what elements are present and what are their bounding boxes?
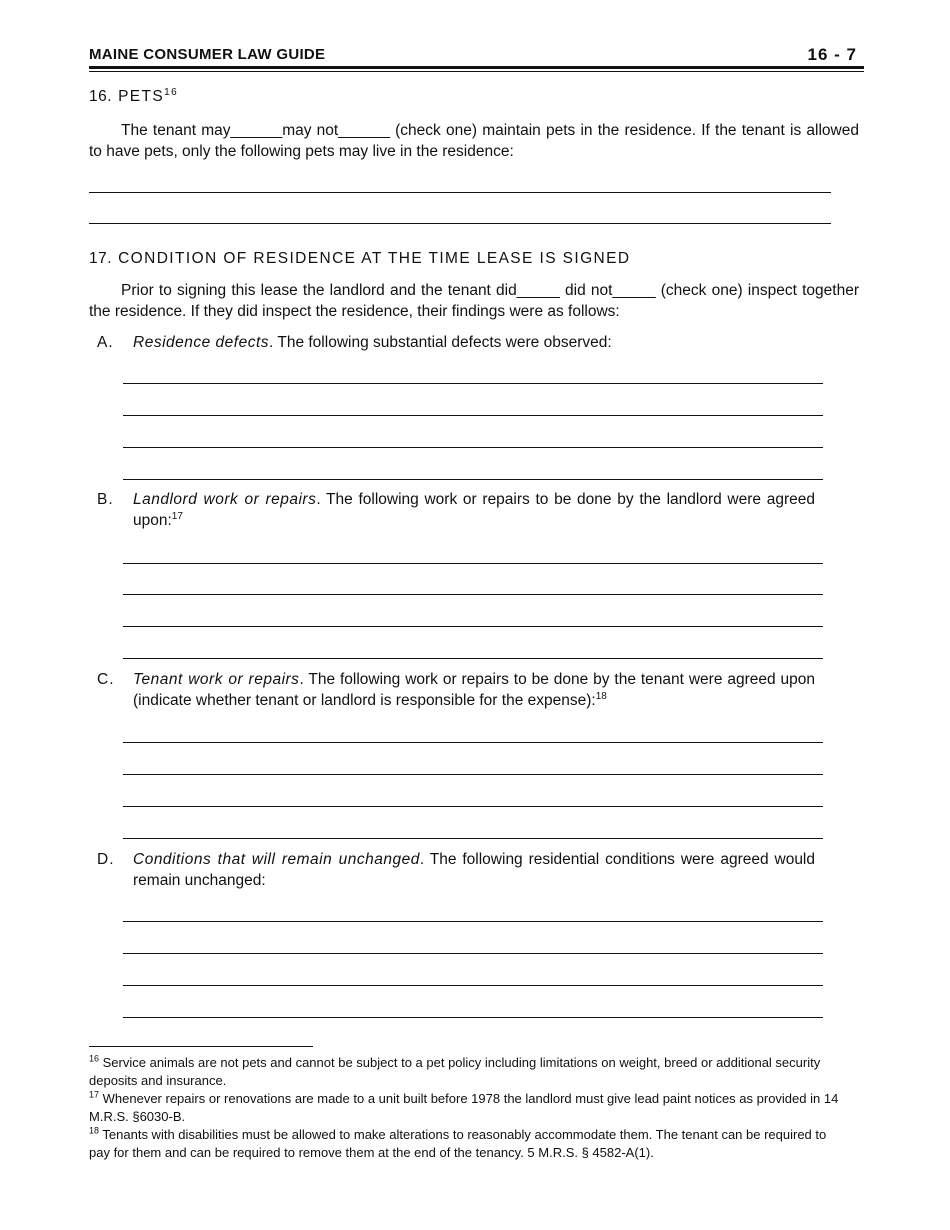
item-heading: Landlord work or repairs xyxy=(133,491,317,508)
item-letter: D. xyxy=(97,851,115,868)
unchanged-conditions-fill-line[interactable] xyxy=(123,953,823,954)
landlord-repairs-fill-line[interactable] xyxy=(123,594,823,595)
item-letter: A. xyxy=(97,334,114,351)
landlord-repairs-fill-line[interactable] xyxy=(123,658,823,659)
item-text: . The following work or repairs to be done by the landlord were agreed upon: xyxy=(133,491,815,529)
unchanged-conditions-fill-line[interactable] xyxy=(123,985,823,986)
header-rule-thin xyxy=(89,71,864,72)
landlord-repairs-fill-line[interactable] xyxy=(123,626,823,627)
section-16-title: PETS xyxy=(118,88,165,105)
tenant-repairs-fill-line[interactable] xyxy=(123,838,823,839)
page-number: 16 - 7 xyxy=(807,45,857,64)
unchanged-conditions-fill-line[interactable] xyxy=(123,1017,823,1018)
pets-fill-line[interactable] xyxy=(89,223,831,224)
running-header-title: MAINE CONSUMER LAW GUIDE xyxy=(89,46,326,63)
defects-fill-line[interactable] xyxy=(123,383,823,384)
tenant-repairs-fill-line[interactable] xyxy=(123,806,823,807)
section-17-text: Prior to signing this lease the landlord and the tenant did_____ did not_____ (check one) inspect together the residence. If they did inspect the residence, their findings were as follows: xyxy=(89,282,859,320)
defects-fill-line[interactable] xyxy=(123,479,823,480)
section-16-body xyxy=(89,120,859,162)
footnote-number: 16 xyxy=(89,1053,100,1064)
footnote-18 xyxy=(89,1126,839,1162)
item-c xyxy=(97,669,815,711)
footnote-text: Tenants with disabilities must be allowed to make alterations to reasonably accommodate them. The tenant can be required to pay for them and can be required to remove them at the end of the tenancy. 5 M.R.S. § 4582-A(1). xyxy=(89,1127,827,1160)
item-b xyxy=(97,489,815,531)
tenant-repairs-fill-line[interactable] xyxy=(123,742,823,743)
footnote-text: Whenever repairs or renovations are made to a unit built before 1978 the landlord must give lead paint notices as provided in 14 M.R.S. §6030-B. xyxy=(89,1091,839,1124)
tenant-repairs-fill-line[interactable] xyxy=(123,774,823,775)
header-rule-thick xyxy=(89,66,864,69)
section-17-heading xyxy=(89,250,630,268)
footnote-ref-18: 18 xyxy=(595,690,607,702)
footnote-separator xyxy=(89,1046,313,1047)
section-17-title: CONDITION OF RESIDENCE AT THE TIME LEASE IS SIGNED xyxy=(118,250,631,267)
item-heading: Residence defects xyxy=(133,334,270,351)
footnote-text: Service animals are not pets and cannot be subject to a pet policy including limitations on weight, breed or additional security deposits and insurance. xyxy=(89,1055,821,1088)
item-a xyxy=(97,332,815,353)
item-text: . The following substantial defects were observed: xyxy=(269,334,612,351)
section-16-number: 16. xyxy=(89,88,113,105)
item-text: . The following residential conditions were agreed would remain unchanged: xyxy=(133,851,816,889)
section-16-heading xyxy=(89,88,178,106)
landlord-repairs-fill-line[interactable] xyxy=(123,563,823,564)
footnote-number: 18 xyxy=(89,1125,100,1136)
item-heading: Conditions that will remain unchanged xyxy=(133,851,420,868)
section-17-number: 17. xyxy=(89,250,113,267)
item-heading: Tenant work or repairs xyxy=(133,671,300,688)
unchanged-conditions-fill-line[interactable] xyxy=(123,921,823,922)
footnote-ref-17: 17 xyxy=(171,510,183,522)
defects-fill-line[interactable] xyxy=(123,447,823,448)
pets-fill-line[interactable] xyxy=(89,192,831,193)
defects-fill-line[interactable] xyxy=(123,415,823,416)
item-letter: C. xyxy=(97,671,115,688)
section-16-text: The tenant may______may not______ (check one) maintain pets in the residence. If the tenant is allowed to have pets, only the following pets may live in the residence: xyxy=(89,122,859,160)
item-d xyxy=(97,849,815,891)
section-17-body xyxy=(89,280,859,322)
footnote-16 xyxy=(89,1054,839,1090)
item-letter: B. xyxy=(97,491,114,508)
item-text: . The following work or repairs to be done by the tenant were agreed upon (indicate whether tenant or landlord is responsible for the expense): xyxy=(133,671,815,709)
footnote-17 xyxy=(89,1090,839,1126)
footnote-ref-16: 16 xyxy=(164,86,179,98)
footnote-number: 17 xyxy=(89,1089,100,1100)
